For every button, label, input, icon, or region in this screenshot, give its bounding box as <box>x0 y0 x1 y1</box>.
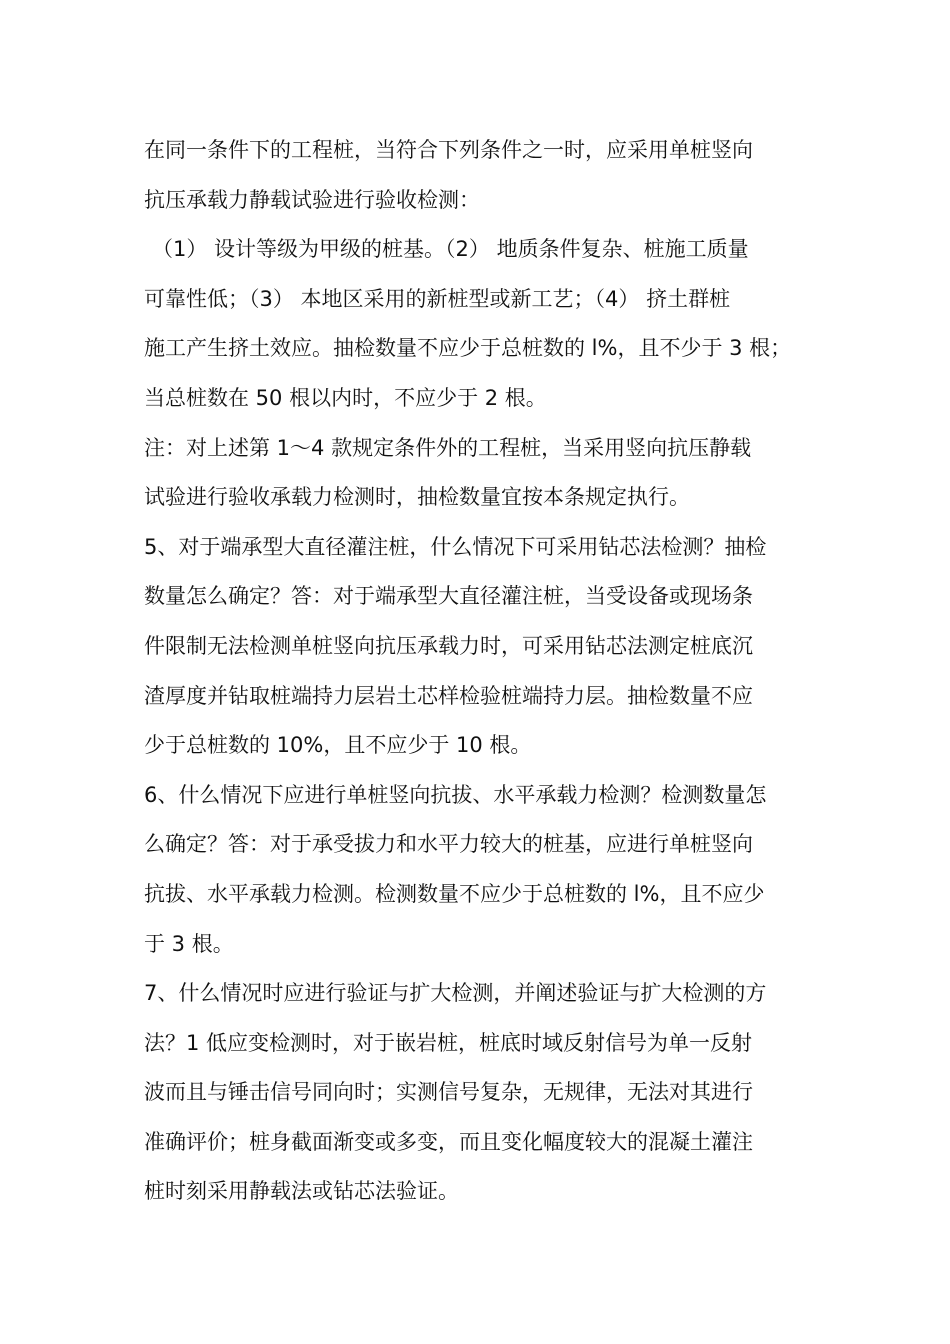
text-line: 于 3 根。 <box>144 931 234 956</box>
text-line: 施工产生挤土效应。抽检数量不应少于总桩数的 l%，且不少于 3 根； <box>144 336 792 361</box>
text-line: 波而且与锤击信号同向时；实测信号复杂，无规律，无法对其进行 <box>144 1080 753 1105</box>
text-line: 么确定？答：对于承受拔力和水平力较大的桩基，应进行单桩竖向 <box>144 832 753 857</box>
text-line: 抗压承载力静载试验进行验收检测： <box>144 187 480 212</box>
text-line: 6、什么情况下应进行单桩竖向抗拔、水平承载力检测？检测数量怎 <box>144 782 767 807</box>
text-line: 7、什么情况时应进行验证与扩大检测，并阐述验证与扩大检测的方 <box>144 981 767 1006</box>
text-line: 注：对上述第 1～4 款规定条件外的工程桩，当采用竖向抗压静载 <box>144 435 752 460</box>
text-line: 试验进行验收承载力检测时，抽检数量宜按本条规定执行。 <box>144 485 690 510</box>
text-line: 在同一条件下的工程桩，当符合下列条件之一时，应采用单桩竖向 <box>144 138 753 162</box>
text-line: 抗拔、水平承载力检测。检测数量不应少于总桩数的 l%，且不应少 <box>144 881 765 906</box>
text-line: 当总桩数在 50 根以内时，不应少于 2 根。 <box>144 385 547 410</box>
text-line: 渣厚度并钻取桩端持力层岩土芯样检验桩端持力层。抽检数量不应 <box>144 683 753 708</box>
text-line: 数量怎么确定？答：对于端承型大直径灌注桩，当受设备或现场条 <box>144 584 753 609</box>
document-body <box>144 126 824 1217</box>
text-line: 5、对于端承型大直径灌注桩，什么情况下可采用钻芯法检测？抽检 <box>144 534 767 559</box>
text-line: 法？1 低应变检测时，对于嵌岩桩，桩底时域反射信号为单一反射 <box>144 1030 753 1055</box>
text-line: 可靠性低；（3） 本地区采用的新桩型或新工艺；（4） 挤土群桩 <box>144 286 731 311</box>
text-line: （1） 设计等级为甲级的桩基。（2） 地质条件复杂、桩施工质量 <box>152 237 749 262</box>
text-line: 桩时刻采用静载法或钻芯法验证。 <box>144 1179 459 1204</box>
text-line: 件限制无法检测单桩竖向抗压承载力时，可采用钻芯法测定桩底沉 <box>144 633 753 658</box>
text-line: 准确评价；桩身截面渐变或多变，而且变化幅度较大的混凝土灌注 <box>144 1129 753 1154</box>
text-line: 少于总桩数的 10%，且不应少于 10 根。 <box>144 733 532 758</box>
